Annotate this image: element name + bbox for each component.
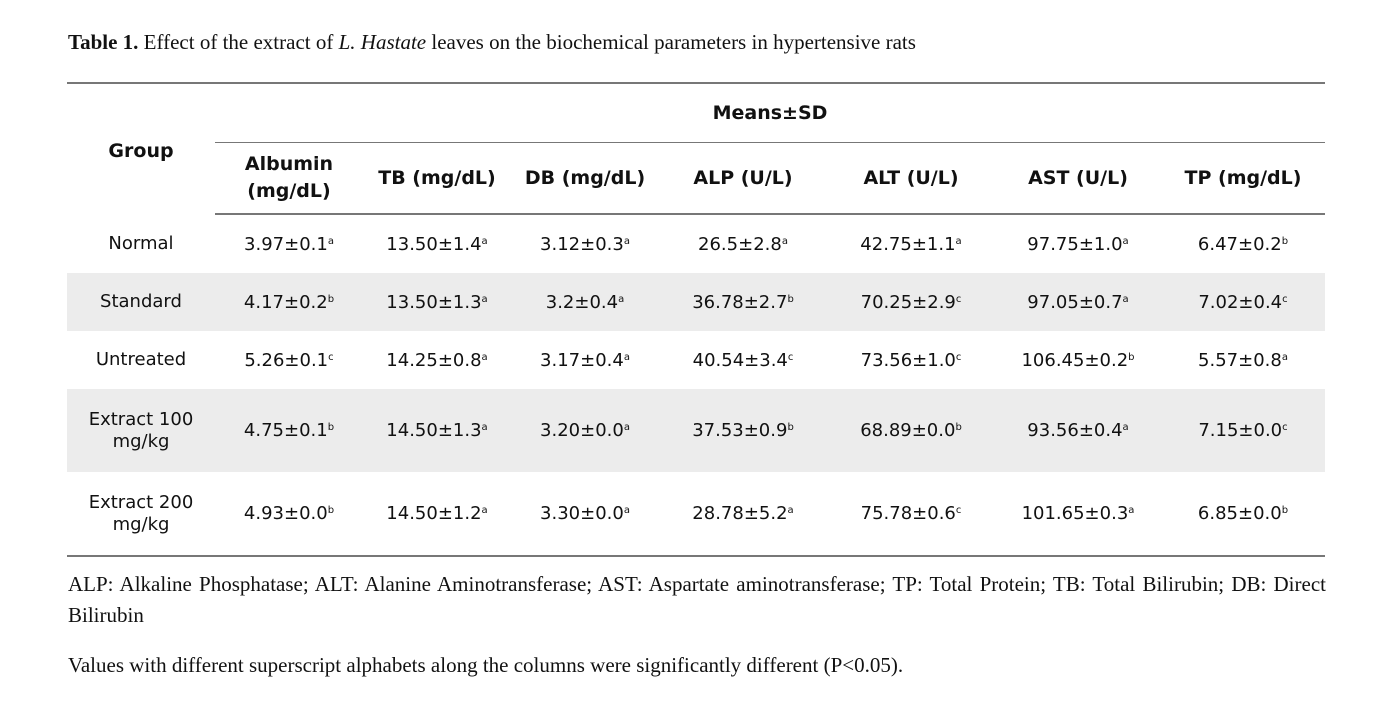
value-cell: 7.02±0.4$^c$ (1161, 273, 1325, 331)
group-cell: Standard (67, 273, 215, 331)
value-cell: 93.56±0.4$^a$ (995, 389, 1161, 472)
value-cell: 97.05±0.7$^a$ (995, 273, 1161, 331)
value-cell: 73.56±1.0$^c$ (860, 349, 962, 371)
value-cell: 101.65±0.3$^a$ (1021, 503, 1135, 524)
value-cell: 3.97±0.1$^a$ (244, 233, 334, 255)
column-header: ALT (U/L) (827, 143, 995, 215)
value-cell: 68.89±0.0$^b$ (827, 389, 995, 472)
value-cell: 42.75±1.1$^a$ (860, 233, 962, 255)
column-header: TP (mg/dL) (1161, 143, 1325, 215)
value-cell: 3.30±0.0$^a$ (540, 503, 630, 524)
value-cell: 13.50±1.3$^a$ (363, 273, 511, 331)
value-cell: 3.20±0.0$^a$ (511, 389, 659, 472)
value-cell: 14.50±1.3$^a$ (363, 389, 511, 472)
table-row (67, 472, 1325, 556)
value-cell: 37.53±0.9$^b$ (659, 389, 827, 472)
value-cell: 3.17±0.4$^a$ (540, 349, 630, 371)
table-caption (68, 30, 1338, 55)
value-cell: 14.50±1.2$^a$ (386, 503, 488, 524)
caption-species: L. Hastate (338, 30, 427, 54)
significance-footnote: Values with different superscript alphabets along the columns were significantly different (P<0.05). (68, 653, 904, 677)
value-cell: 14.25±0.8$^a$ (386, 349, 488, 371)
value-cell: 7.15±0.0$^c$ (1161, 389, 1325, 472)
group-cell: Untreated (95, 349, 187, 370)
table-row (67, 273, 1325, 331)
value-cell: 26.5±2.8$^a$ (698, 233, 788, 255)
caption-text-before: Effect of the extract of (138, 30, 339, 54)
caption-lead: Table 1. (68, 30, 139, 54)
table-row (67, 389, 1325, 472)
value-cell: 6.47±0.2$^b$ (1197, 233, 1289, 255)
group-cell: Normal (108, 232, 174, 254)
value-cell: 75.78±0.6$^c$ (860, 503, 962, 524)
means-header: Means±SD (215, 83, 1325, 143)
group-cell: Extract 100 mg/kg (67, 389, 215, 472)
value-cell: 40.54±3.4$^c$ (692, 349, 794, 371)
table-row (67, 331, 1325, 389)
value-cell: 70.25±2.9$^c$ (827, 273, 995, 331)
caption-text-after: leaves on the biochemical parameters in hypertensive rats (426, 30, 916, 54)
value-cell: 5.57±0.8$^a$ (1198, 349, 1288, 371)
value-cell: 4.75±0.1$^b$ (215, 389, 363, 472)
column-header: ALP (U/L) (659, 143, 827, 215)
abbreviations-footnote: ALP: Alkaline Phosphatase; ALT: Alanine Aminotransferase; AST: Aspartate aminotransferase; TP: Total Protein; TB: Total Bilirubin; DB: Direct Bilirubin (68, 572, 1326, 627)
column-header: AST (U/L) (995, 143, 1161, 215)
value-cell: 3.2±0.4$^a$ (511, 273, 659, 331)
value-cell: 28.78±5.2$^a$ (692, 503, 794, 524)
group-cell: Extract 200 mg/kg (88, 491, 194, 535)
column-header-row (67, 143, 1325, 215)
value-cell: 106.45±0.2$^b$ (1021, 349, 1135, 371)
value-cell: 4.93±0.0$^b$ (243, 503, 335, 524)
group-header: Group (67, 83, 215, 214)
value-cell: 5.26±0.1$^c$ (244, 349, 334, 371)
column-header: TB (mg/dL) (363, 143, 511, 215)
value-cell: 6.85±0.0$^b$ (1197, 503, 1289, 524)
value-cell: 3.12±0.3$^a$ (540, 233, 630, 255)
value-cell: 36.78±2.7$^b$ (659, 273, 827, 331)
value-cell: 97.75±1.0$^a$ (1027, 233, 1129, 255)
column-header: Albumin (mg/dL) (215, 143, 363, 215)
column-header: DB (mg/dL) (511, 143, 659, 215)
value-cell: 13.50±1.4$^a$ (386, 233, 488, 255)
table-row (67, 214, 1325, 273)
value-cell: 4.17±0.2$^b$ (215, 273, 363, 331)
biochemical-table (67, 82, 1325, 557)
